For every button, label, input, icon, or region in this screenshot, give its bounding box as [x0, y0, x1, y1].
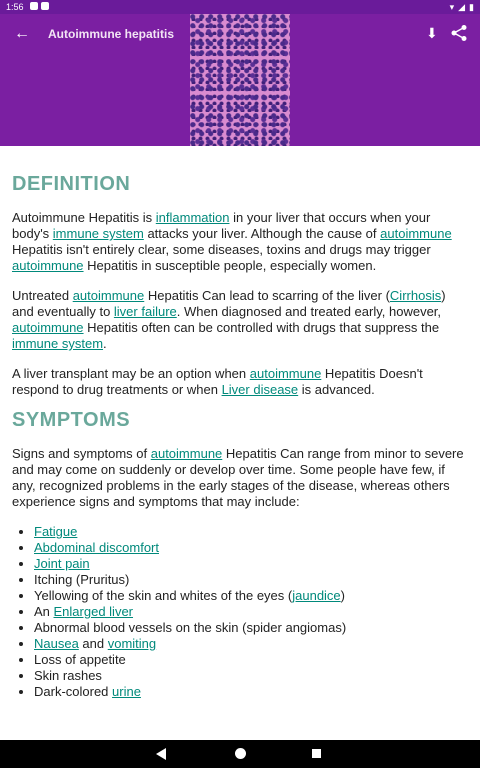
link-vomiting[interactable]: vomiting — [107, 636, 157, 651]
list-item: • Skin rashes — [34, 668, 468, 684]
list-item: • An Enlarged liver — [34, 604, 468, 620]
link-autoimmune[interactable]: autoimmune — [72, 288, 145, 303]
list-item — [34, 556, 468, 572]
list-item: • Dark-colored urine — [34, 684, 468, 700]
list-item: • Abnormal blood vessels on the skin (spider angiomas) — [34, 620, 468, 636]
link-abdominal-discomfort[interactable]: Abdominal discomfort — [34, 540, 159, 555]
link-autoimmune[interactable]: autoimmune — [249, 366, 322, 381]
share-icon[interactable] — [450, 24, 468, 42]
hero-image — [190, 14, 290, 146]
symptoms-heading: SYMPTOMS — [12, 409, 131, 431]
link-cirrhosis[interactable]: Cirrhosis — [389, 288, 442, 303]
link-liver-failure[interactable]: liver failure — [113, 304, 177, 319]
nav-back-icon[interactable] — [156, 748, 166, 760]
list-item: • Loss of appetite — [34, 652, 468, 668]
navigation-bar — [0, 740, 480, 768]
symptoms-paragraph: Signs and symptoms of autoimmune Hepatitis Can range from minor to severe and may come on suddenly or develop over time. Some people have few, if any, recognized problems in the early stages of the disease, whereas others experience signs and symptoms that may include: — [12, 446, 464, 509]
list-item — [34, 540, 468, 556]
notification-icons — [30, 2, 49, 10]
link-autoimmune[interactable]: autoimmune — [12, 320, 84, 335]
link-autoimmune[interactable]: autoimmune — [150, 446, 223, 461]
download-icon[interactable]: ⬇ — [426, 25, 438, 41]
link-inflammation[interactable]: inflammation — [155, 210, 230, 225]
link-immune-system[interactable]: immune system — [12, 336, 104, 351]
back-arrow-icon[interactable]: ← — [14, 25, 30, 42]
definition-paragraph-2: Untreated autoimmune Hepatitis Can lead to scarring of the liver (Cirrhosis) and eventually to liver failure. When diagnosed and treated early, however, autoimmune Hepatitis often can be controlled with drugs that suppress the immune system. — [12, 288, 446, 351]
status-time: 1:56 — [6, 2, 24, 12]
notification-icon — [30, 2, 38, 10]
symptoms-list — [12, 524, 468, 700]
link-joint-pain[interactable]: Joint pain — [34, 556, 90, 571]
link-jaundice[interactable]: jaundice — [292, 588, 341, 603]
nav-recents-icon[interactable] — [312, 749, 321, 758]
list-item: • Nausea and vomiting — [34, 636, 468, 652]
list-item: • Itching (Pruritus) — [34, 572, 468, 588]
link-urine[interactable]: urine — [112, 684, 141, 699]
definition-paragraph-1: Autoimmune Hepatitis is inflammation in your liver that occurs when your body's immune system attacks your liver. Although the cause of autoimmune Hepatitis isn't entirely clear, some diseases, toxins and drugs may trigger autoimmune Hepatitis in susceptible people, especially women. — [12, 210, 452, 273]
list-item — [34, 524, 468, 540]
definition-paragraph-3: A liver transplant may be an option when autoimmune Hepatitis Doesn't respond to drug treatments or when Liver disease is advanced. — [12, 366, 423, 397]
link-fatigue[interactable]: Fatigue — [34, 524, 78, 539]
signal-icon: ◢ — [458, 2, 466, 12]
wifi-icon: ▾ — [449, 2, 455, 12]
article-content — [12, 168, 468, 700]
list-item: • Yellowing of the skin and whites of the eyes (jaundice) — [34, 588, 468, 604]
link-autoimmune[interactable]: autoimmune — [380, 226, 452, 241]
link-immune-system[interactable]: immune system — [52, 226, 144, 241]
battery-icon: ▮ — [469, 2, 474, 12]
system-icons — [450, 2, 474, 13]
nav-home-icon[interactable] — [235, 748, 246, 759]
status-bar — [0, 0, 480, 14]
link-enlarged-liver[interactable]: Enlarged liver — [53, 604, 134, 619]
link-liver-disease[interactable]: Liver disease — [221, 382, 299, 397]
link-nausea[interactable]: Nausea — [34, 636, 79, 651]
definition-heading: DEFINITION — [12, 173, 131, 195]
page-title: Autoimmune hepatitis — [48, 27, 175, 41]
link-autoimmune[interactable]: autoimmune — [12, 258, 84, 273]
notification-icon — [41, 2, 49, 10]
